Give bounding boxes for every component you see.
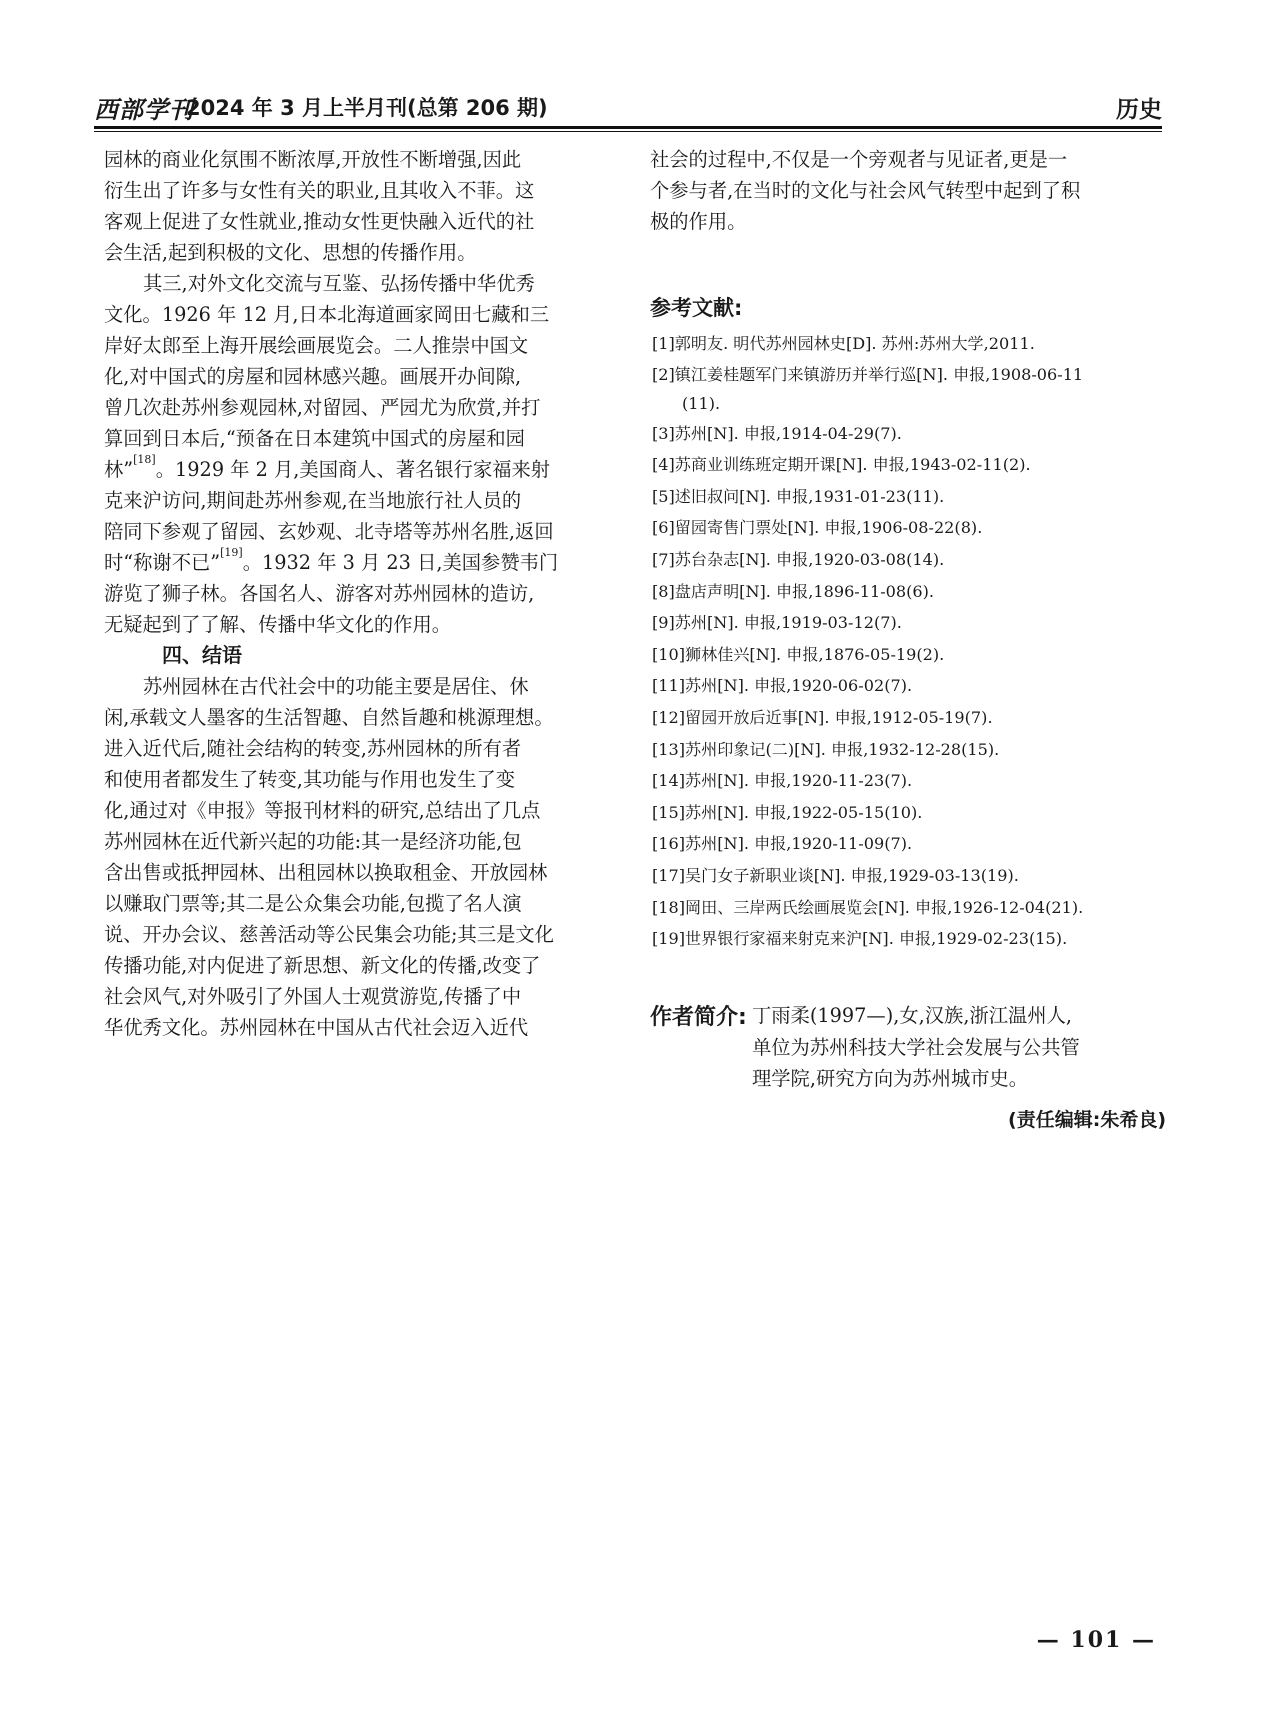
reference-item: [7]苏台杂志[N]. 申报,1920-03-08(14). [652,549,945,569]
body-line: 社会风气,对外吸引了外国人士观赏游览,传播了中 [104,985,522,1008]
right-column [650,144,1166,237]
body-line: 化,对中国式的房屋和园林感兴趣。画展开办间隙, [104,365,522,388]
body-line: 和使用者都发生了转变,其功能与作用也发生了变 [104,768,516,791]
reference-item: [15]苏州[N]. 申报,1922-05-15(10). [652,802,923,822]
body-line [104,547,624,578]
author-line: 单位为苏州科技大学社会发展与公共管 [752,1035,1080,1059]
body-line: 传播功能,对内促进了新思想、新文化的传播,改变了 [104,954,541,977]
reference-item: [5]述旧叔问[N]. 申报,1931-01-23(11). [652,486,945,506]
page-number: — 101 — [1036,1627,1156,1653]
body-line: 社会的过程中,不仅是一个旁观者与见证者,更是一 [650,148,1068,171]
reference-text-cont: (11). [682,393,721,413]
author-text [752,1000,1166,1095]
body-line: 化,通过对《申报》等报刊材料的研究,总结出了几点 [104,799,541,822]
reference-item: [11]苏州[N]. 申报,1920-06-02(7). [652,676,913,696]
citation-19: [19] [220,547,243,559]
body-text: 林” [104,458,134,481]
reference-text: [2]镇江姜桂题军门来镇游历并举行巡[N]. 申报,1908-06-11 [652,364,1084,384]
issue-info: 2024 年 3 月上半月刊(总第 206 期) [186,96,548,120]
body-line [104,454,624,485]
reference-item: [4]苏商业训练班定期开课[N]. 申报,1943-02-11(2). [652,455,1031,475]
body-line: 岸好太郎至上海开展绘画展览会。二人推崇中国文 [104,334,529,357]
body-line: 闲,承载文人墨客的生活智趣、自然旨趣和桃源理想。 [104,706,554,729]
journal-logo: 西部学刊 [94,95,194,124]
body-line: 客观上促进了女性就业,推动女性更快融入近代的社 [104,210,535,233]
reference-item: [1]郭明友. 明代苏州园林史[D]. 苏州:苏州大学,2011. [652,334,1035,353]
citation-18: [18] [133,454,156,466]
author-label: 作者简介: [650,1005,747,1030]
editor-credit: (责任编辑:朱希良) [1008,1109,1166,1131]
reference-item: [8]盘店声明[N]. 申报,1896-11-08(6). [652,581,935,601]
reference-item: [12]留园开放后近事[N]. 申报,1912-05-19(7). [652,707,993,727]
body-line: 游览了狮子林。各国名人、游客对苏州园林的造访, [104,582,535,605]
references-title: 参考文献: [650,296,743,320]
section-heading: 四、结语 [162,643,242,667]
author-line: 丁雨柔(1997—),女,汉族,浙江温州人, [752,1004,1073,1027]
body-line: 会生活,起到积极的文化、思想的传播作用。 [104,241,477,264]
reference-item: [19]世界银行家福来射克来沪[N]. 申报,1929-02-23(15). [652,929,1068,949]
reference-item [652,360,1172,418]
body-line: 进入近代后,随社会结构的转变,苏州园林的所有者 [104,737,522,760]
body-line: 算回到日本后,“预备在日本建筑中国式的房屋和园 [104,427,525,450]
body-line: 文化。1926 年 12 月,日本北海道画家岡田七藏和三 [104,303,550,326]
reference-item: [3]苏州[N]. 申报,1914-04-29(7). [652,423,902,443]
body-line: 以赚取门票等;其二是公众集会功能,包揽了名人演 [104,892,522,915]
body-line: 个参与者,在当时的文化与社会风气转型中起到了积 [650,179,1081,202]
body-line: 无疑起到了了解、传播中华文化的作用。 [104,613,452,636]
reference-item: [18]岡田、三岸两氏绘画展览会[N]. 申报,1926-12-04(21). [652,897,1084,917]
author-line: 理学院,研究方向为苏州城市史。 [752,1067,1029,1090]
reference-item: [9]苏州[N]. 申报,1919-03-12(7). [652,613,902,633]
section-label: 历史 [1116,97,1162,123]
body-line: 园林的商业化氛围不断浓厚,开放性不断增强,因此 [104,148,522,171]
header-rule-thick [94,126,1162,129]
body-line: 衍生出了许多与女性有关的职业,且其收入不菲。这 [104,179,535,202]
header-rule-thin [94,131,1162,132]
reference-item: [17]吴门女子新职业谈[N]. 申报,1929-03-13(19). [652,865,1019,885]
left-column [104,144,624,1043]
body-line: 含出售或抵押园林、出租园林以换取租金、开放园林 [104,861,548,884]
reference-item: [10]狮林佳兴[N]. 申报,1876-05-19(2). [652,644,945,664]
body-line: 克来沪访问,期间赴苏州参观,在当地旅行社人员的 [104,489,522,512]
body-line: 极的作用。 [650,210,747,233]
body-line: 华优秀文化。苏州园林在中国从古代社会迈入近代 [104,1016,529,1039]
reference-item: [13]苏州印象记(二)[N]. 申报,1932-12-28(15). [652,739,1000,759]
body-line: 其三,对外文化交流与互鉴、弘扬传播中华优秀 [143,272,535,295]
body-text: 时“称谢不已” [104,551,221,574]
body-line: 陪同下参观了留园、玄妙观、北寺塔等苏州名胜,返回 [104,520,554,543]
running-header [94,84,1162,134]
reference-item: [6]留园寄售门票处[N]. 申报,1906-08-22(8). [652,518,983,538]
body-text: 。1929 年 2 月,美国商人、著名银行家福来射 [155,458,551,481]
reference-item: [16]苏州[N]. 申报,1920-11-09(7). [652,834,913,854]
reference-item: [14]苏州[N]. 申报,1920-11-23(7). [652,771,913,791]
body-line: 苏州园林在古代社会中的功能主要是居住、休 [143,675,529,698]
reference-list [652,328,1172,955]
body-line: 曾几次赴苏州参观园林,对留园、严园尤为欣赏,并打 [104,396,541,419]
body-line: 苏州园林在近代新兴起的功能:其一是经济功能,包 [104,830,522,853]
body-text: 。1932 年 3 月 23 日,美国参赞韦门 [242,551,559,574]
body-line: 说、开办会议、慈善活动等公民集会功能;其三是文化 [104,923,554,946]
